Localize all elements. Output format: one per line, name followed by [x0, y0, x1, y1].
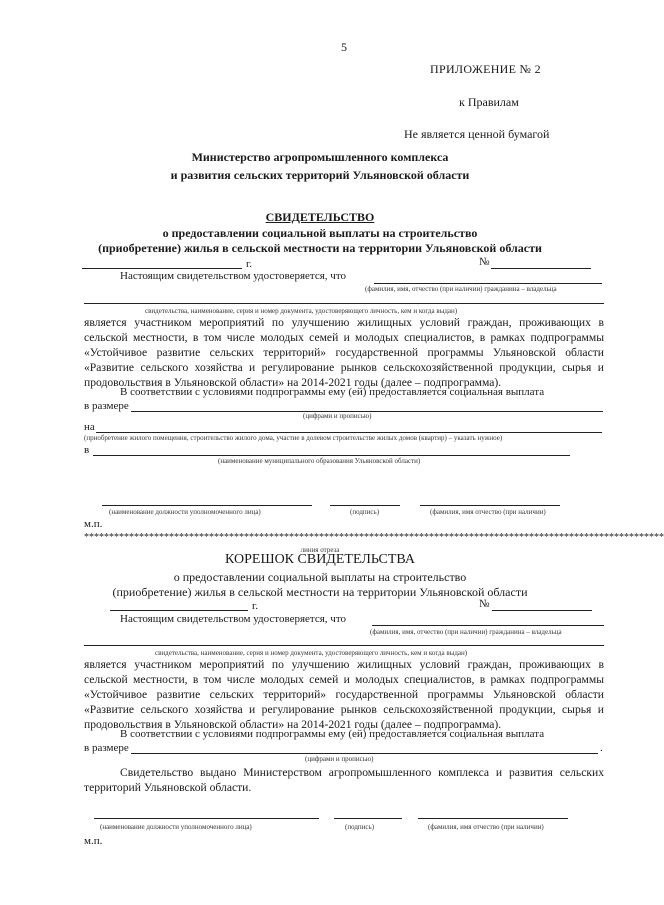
- stub-certifies-text: Настоящим свидетельством удостоверяется, что: [120, 613, 346, 625]
- stub-issued-text: Свидетельство выдано Министерством агропромышленного комплекса и развития сельских территорий Ульяновской области.: [84, 766, 604, 794]
- stub-amount-field-line[interactable]: [131, 753, 598, 754]
- caption-municipality: (наименование муниципального образования Ульяновской области): [218, 457, 421, 465]
- stub-signature-field-line[interactable]: [334, 818, 402, 819]
- caption-signature: (подпись): [350, 508, 380, 516]
- caption-fio: (фамилия, имя, отчество (при наличии) гражданина – владельца: [365, 285, 557, 293]
- appendix-label: ПРИЛОЖЕНИЕ № 2: [430, 62, 541, 76]
- stub-fio-field-line[interactable]: [372, 625, 604, 626]
- cut-stars-line: ********************************************************************************************************************: [84, 532, 664, 543]
- municipality-field-line[interactable]: [93, 455, 570, 456]
- stub-year-suffix: г.: [252, 600, 259, 612]
- stub-caption-amount: (цифрами и прописью): [305, 755, 374, 763]
- certificate-body: является участником мероприятий по улучшению жилищных условий граждан, проживающих в сельской местности, в том числе молодых семей и молодых специалистов, в рамках подпрограммы «Устойчивое развитие сельских территорий» государственной программы Ульяновской области «Развитие сельского хозяйства и регулирование рынков сельскохозяйственной продукции, сырья и продовольствия в Ульяновской области» на 2014-2021 годы (далее – подпрограмма).: [84, 316, 604, 389]
- in-label: в: [84, 444, 90, 456]
- stub-number-field-line[interactable]: [492, 610, 592, 611]
- stub-according-text: В соответствии с условиями подпрограммы ему (ей) предоставляется социальная выплата: [120, 728, 545, 740]
- stub-caption-fio: (фамилия, имя, отчество (при наличии) гражданина – владельца: [370, 628, 562, 636]
- stub-name-field-line[interactable]: [418, 818, 568, 819]
- stub-position-field-line[interactable]: [94, 818, 319, 819]
- certificate-subtitle2: (приобретение) жилья в сельской местности на территории Ульяновской области: [98, 241, 542, 255]
- caption-purpose: (приобретение жилого помещения, строительство жилого дома, участие в долевом строительстве жилых домов (квартир) – указать нужное): [84, 434, 503, 442]
- number-field-line[interactable]: [491, 268, 591, 269]
- cut-line-label: линия отреза: [300, 546, 340, 554]
- on-label: на: [84, 421, 95, 433]
- according-text: В соответствии с условиями подпрограммы ему (ей) предоставляется социальная выплата: [120, 386, 545, 398]
- stub-stamp-label: м.п.: [84, 835, 103, 847]
- stub-caption-document: свидетельства, наименование, серия и номер документа, удостоверяющего личность, кем и когда выдан): [155, 649, 468, 657]
- fio-field-line[interactable]: [374, 283, 602, 284]
- certificate-subtitle1: о предоставлении социальной выплаты на строительство: [162, 226, 478, 240]
- signature-field-line[interactable]: [330, 505, 400, 506]
- caption-position: (наименование должности уполномоченного лица): [109, 508, 261, 516]
- page-number: 5: [341, 40, 347, 54]
- caption-document: свидетельства, наименование, серия и номер документа, удостоверяющего личность, кем и когда выдан): [145, 307, 458, 315]
- stub-in-amount-label: в размере: [84, 742, 129, 754]
- stub-subtitle1: о предоставлении социальной выплаты на строительство: [173, 570, 467, 584]
- stub-date-field-line[interactable]: [110, 610, 248, 611]
- stub-subtitle2: (приобретение) жилья в сельской местности на территории Ульяновской области: [112, 585, 528, 599]
- stub-caption-name: (фамилия, имя отчество (при наличии): [428, 823, 544, 831]
- ministry-line2: и развития сельских территорий Ульяновской области: [170, 168, 470, 182]
- in-amount-label: в размере: [84, 400, 129, 412]
- certifies-text: Настоящим свидетельством удостоверяется, что: [120, 270, 346, 282]
- purpose-field-line[interactable]: [96, 432, 602, 433]
- not-security-label: Не является ценной бумагой: [404, 127, 550, 141]
- stub-number-sign: №: [479, 598, 490, 610]
- to-rules-label: к Правилам: [459, 95, 519, 109]
- stub-document-field-line[interactable]: [84, 645, 604, 646]
- certificate-title: СВИДЕТЕЛЬСТВО: [265, 210, 375, 224]
- name-field-line[interactable]: [420, 505, 560, 506]
- number-sign: №: [479, 256, 490, 268]
- stub-caption-position: (наименование должности уполномоченного лица): [100, 823, 252, 831]
- stub-caption-signature: (подпись): [345, 823, 375, 831]
- caption-amount: (цифрами и прописью): [303, 412, 372, 420]
- date-field-line[interactable]: [82, 268, 242, 269]
- stub-amount-end: .: [600, 742, 603, 754]
- ministry-line1: Министерство агропромышленного комплекса: [191, 150, 449, 164]
- stub-title: КОРЕШОК СВИДЕТЕЛЬСТВА: [225, 552, 415, 567]
- year-suffix: г.: [246, 258, 253, 270]
- stamp-label: м.п.: [84, 518, 103, 530]
- document-field-line[interactable]: [84, 303, 604, 304]
- caption-name: (фамилия, имя отчество (при наличии): [430, 508, 546, 516]
- position-field-line[interactable]: [102, 505, 312, 506]
- stub-body: является участником мероприятий по улучшению жилищных условий граждан, проживающих в сельской местности, в том числе молодых семей и молодых специалистов, в рамках подпрограммы «Устойчивое развитие сельских территорий» государственной программы Ульяновской области «Развитие сельского хозяйства и регулирование рынков сельскохозяйственной продукции, сырья и продовольствия в Ульяновской области» на 2014-2021 годы (далее – подпрограмма).: [84, 658, 604, 731]
